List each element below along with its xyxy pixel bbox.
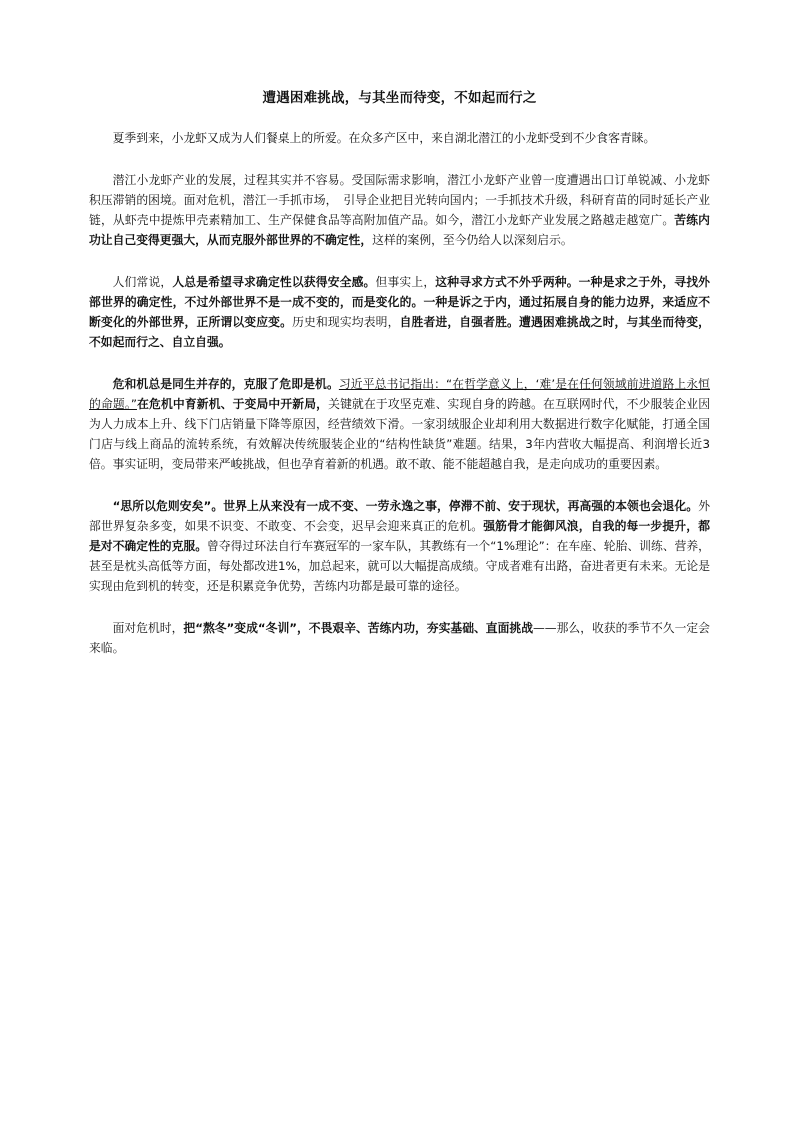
paragraph-1 <box>89 128 710 148</box>
quote-text: 习近平总书记指出：“在哲学意义上，‘难’是在任何领域前进道路上永恒的命题。” <box>89 377 710 411</box>
paragraph-text: 面对危机时， <box>112 621 184 635</box>
paragraph-text: 曾夺得过环法自行车赛冠军的一家车队，其教练有一个“1%理论”：在车座、轮胎、训练、营养，甚至是枕头高低等方面，每处都改进1%，加总起来，就可以大幅提高成绩。守成者难有出路，奋进者更有未来。无论是实现由危到机的转变，还是积累竞争优势，苦练内功都是最可靠的途径。 <box>89 539 710 593</box>
emphasis-text: 把“熬冬”变成“冬训”，不畏艰辛、苦练内功，夯实基础、直面挑战 <box>183 621 533 635</box>
emphasis-text: 这种寻求方式不外乎两种。一种是求之于外，寻找外部世界的确定性，不过外部世界不是一成不变的，而是变化的。一种是诉之于内，通过拓展自身的能力边界，来适应不断变化的外部世界，正所谓以变应变。 <box>89 275 710 329</box>
paragraph-text: 夏季到来，小龙虾又成为人们餐桌上的所爱。在众多产区中，来自湖北潜江的小龙虾受到不少食客青睐。 <box>112 131 656 145</box>
paragraph-text: 但事实上， <box>375 275 436 289</box>
emphasis-text: 苦练内功让自己变得更强大，从而克服外部世界的不确定性， <box>89 213 710 247</box>
paragraph-text: 这样的案例，至今仍给人以深刻启示。 <box>372 233 573 247</box>
paragraph-text: 外部世界复杂多变，如果不识变、不敢变、不会变，迟早会迎来真正的危机。 <box>89 499 710 533</box>
paragraph-4 <box>89 374 710 474</box>
paragraph-text: 历史和现实均表明， <box>292 315 400 329</box>
emphasis-text: 人总是希望寻求确定性以获得安全感。 <box>172 275 376 289</box>
paragraph-text: ——那么，收获的季节不久一定会来临。 <box>89 621 710 655</box>
paragraph-text: 潜江小龙虾产业的发展，过程其实并不容易。受国际需求影响，潜江小龙虾产业曾一度遭遇出口订单锐减、小龙虾积压滞销的困境。面对危机，潜江一手抓市场， 引导企业把目光转向国内；一手抓技术升级，科研育苗的同时延长产业链，从虾壳中提炼甲壳素精加工、生产保健食品等高附加值产品。如今，潜江小龙虾产业发展之路越走越宽广。 <box>89 173 710 227</box>
paragraph-6 <box>89 618 710 658</box>
paragraph-5 <box>89 496 710 596</box>
paragraph-3 <box>89 272 710 352</box>
emphasis-text: “思所以危则安矣”。世界上从来没有一成不变、一劳永逸之事，停滞不前、安于现状，再高强的本领也会退化。 <box>112 499 699 513</box>
document-title: 遭遇困难挑战，与其坐而待变，不如起而行之 <box>262 90 537 106</box>
paragraph-text: 关键就在于攻坚克难、实现自身的跨越。在互联网时代，不少服装企业因为人力成本上升、线下门店销量下降等原因，经营绩效下滑。一家羽绒服企业却利用大数据进行数字化赋能，打通全国门店与线上商品的流转系统，有效解决传统服装企业的“结构性缺货”难题。结果，3年内营收大幅提高、利润增长近3倍。事实证明，变局带来严峻挑战，但也孕育着新的机遇。敢不敢、能不能超越自我，是走向成功的重要因素。 <box>89 397 710 471</box>
paragraph-text: 人们常说， <box>112 275 173 289</box>
emphasis-text: 自胜者进，自强者胜。遭遇困难挑战之时，与其坐而待变，不如起而行之、自立自强。 <box>89 315 710 349</box>
emphasis-text: 强筋骨才能御风浪，自我的每一步提升，都是对不确定性的克服。 <box>89 519 710 553</box>
emphasis-text: 危和机总是同生并存的，克服了危即是机。 <box>112 377 339 391</box>
emphasis-text: 在危机中育新机、于变局中开新局， <box>136 397 329 411</box>
paragraph-2 <box>89 170 710 250</box>
